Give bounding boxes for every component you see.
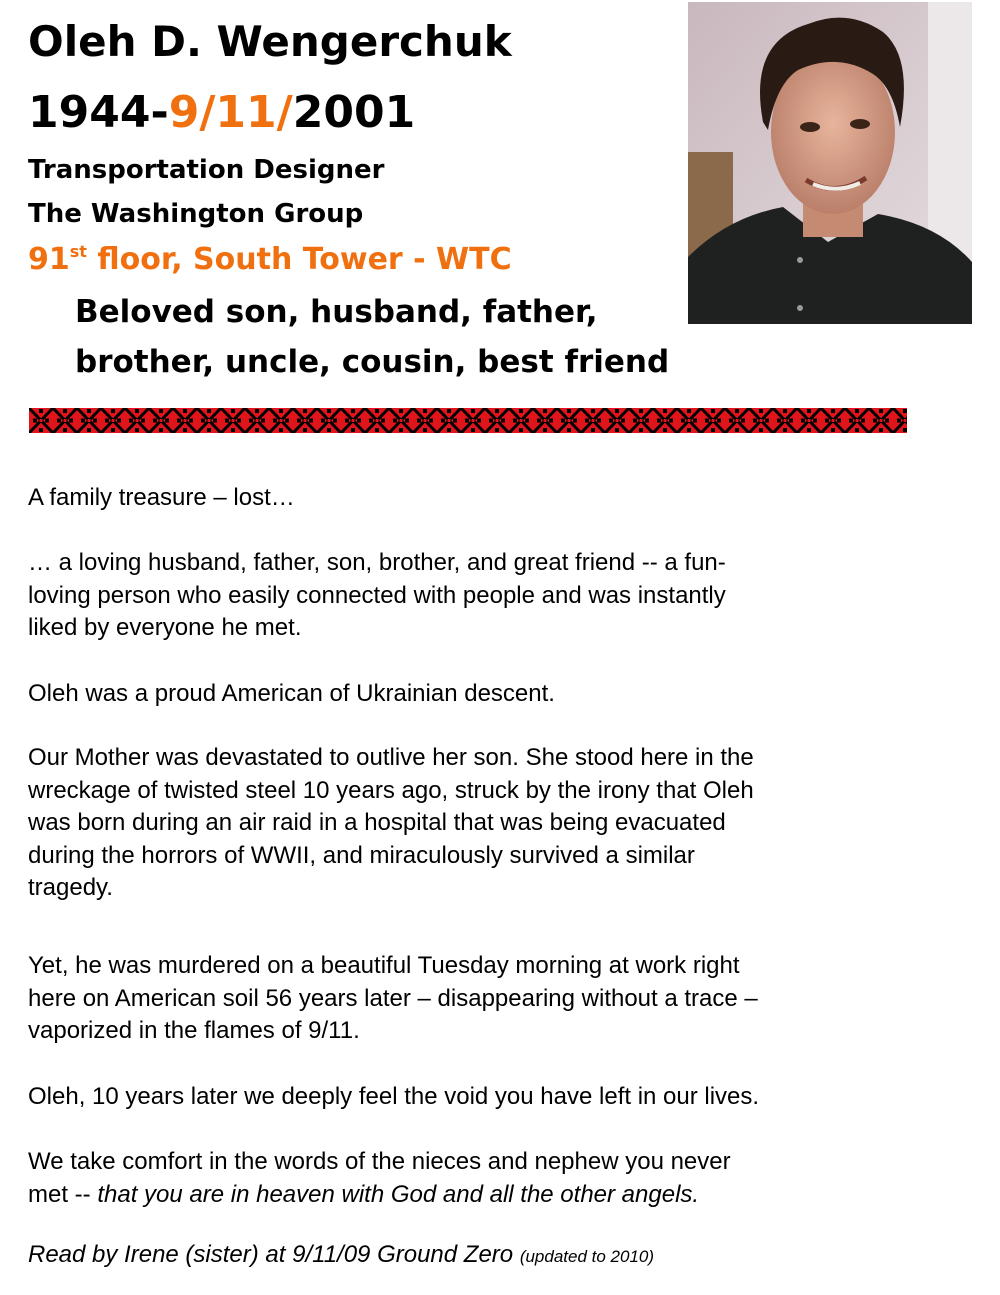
company-name: The Washington Group	[28, 199, 364, 229]
birth-year: 1944-	[28, 87, 169, 138]
paragraph-void: Oleh, 10 years later we deeply feel the void you have left in our lives.	[28, 1083, 760, 1110]
paragraph-tuesday-morning: Yet, he was murdered on a beautiful Tuesday morning at work right here on American soil 56 years later – disappearing without a trace – vaporized in the flames of 9/11.	[28, 952, 758, 1044]
paragraph-family-treasure: A family treasure – lost…	[28, 484, 295, 511]
job-title: Transportation Designer	[28, 155, 385, 185]
paragraph-ukrainian-descent: Oleh was a proud American of Ukrainian descent.	[28, 680, 555, 707]
paragraph-mother: Our Mother was devastated to outlive her son. She stood here in the wreckage of twisted steel 10 years ago, struck by the irony that Oleh was born during an air raid in a hospital that was being evacuated during the horrors of WWII, and miraculously survived a similar tragedy.	[28, 744, 754, 901]
footer-updated-note: (updated to 2010)	[519, 1247, 655, 1266]
angels-quote: that you are in heaven with God and all the other angels.	[97, 1180, 700, 1208]
beloved-line-2: brother, uncle, cousin, best friend	[75, 344, 670, 380]
beloved-line-1: Beloved son, husband, father,	[75, 294, 598, 330]
death-year: 2001	[292, 87, 416, 138]
life-dates	[28, 82, 415, 144]
floor-location-text: floor, South Tower - WTC	[86, 242, 512, 277]
floor-location	[28, 238, 512, 282]
paragraph-comfort: We take comfort in the words of the nieces and nephew you never met -- that you are in heaven with God and all the other angels.	[28, 1148, 731, 1208]
floor-suffix: st	[69, 242, 87, 261]
death-date-highlight: 9/11/	[168, 87, 293, 138]
memorial-name: Oleh D. Wengerchuk	[28, 17, 512, 66]
floor-number: 91	[28, 242, 70, 277]
portrait-photo	[688, 2, 972, 324]
footer-attribution: Read by Irene (sister) at 9/11/09 Ground Zero (updated to 2010)	[28, 1241, 655, 1268]
decorative-embroidery-border	[29, 408, 907, 433]
paragraph-loving-husband: … a loving husband, father, son, brother, and great friend -- a fun- loving person who easily connected with people and was instantly liked by everyone he met.	[28, 549, 726, 641]
